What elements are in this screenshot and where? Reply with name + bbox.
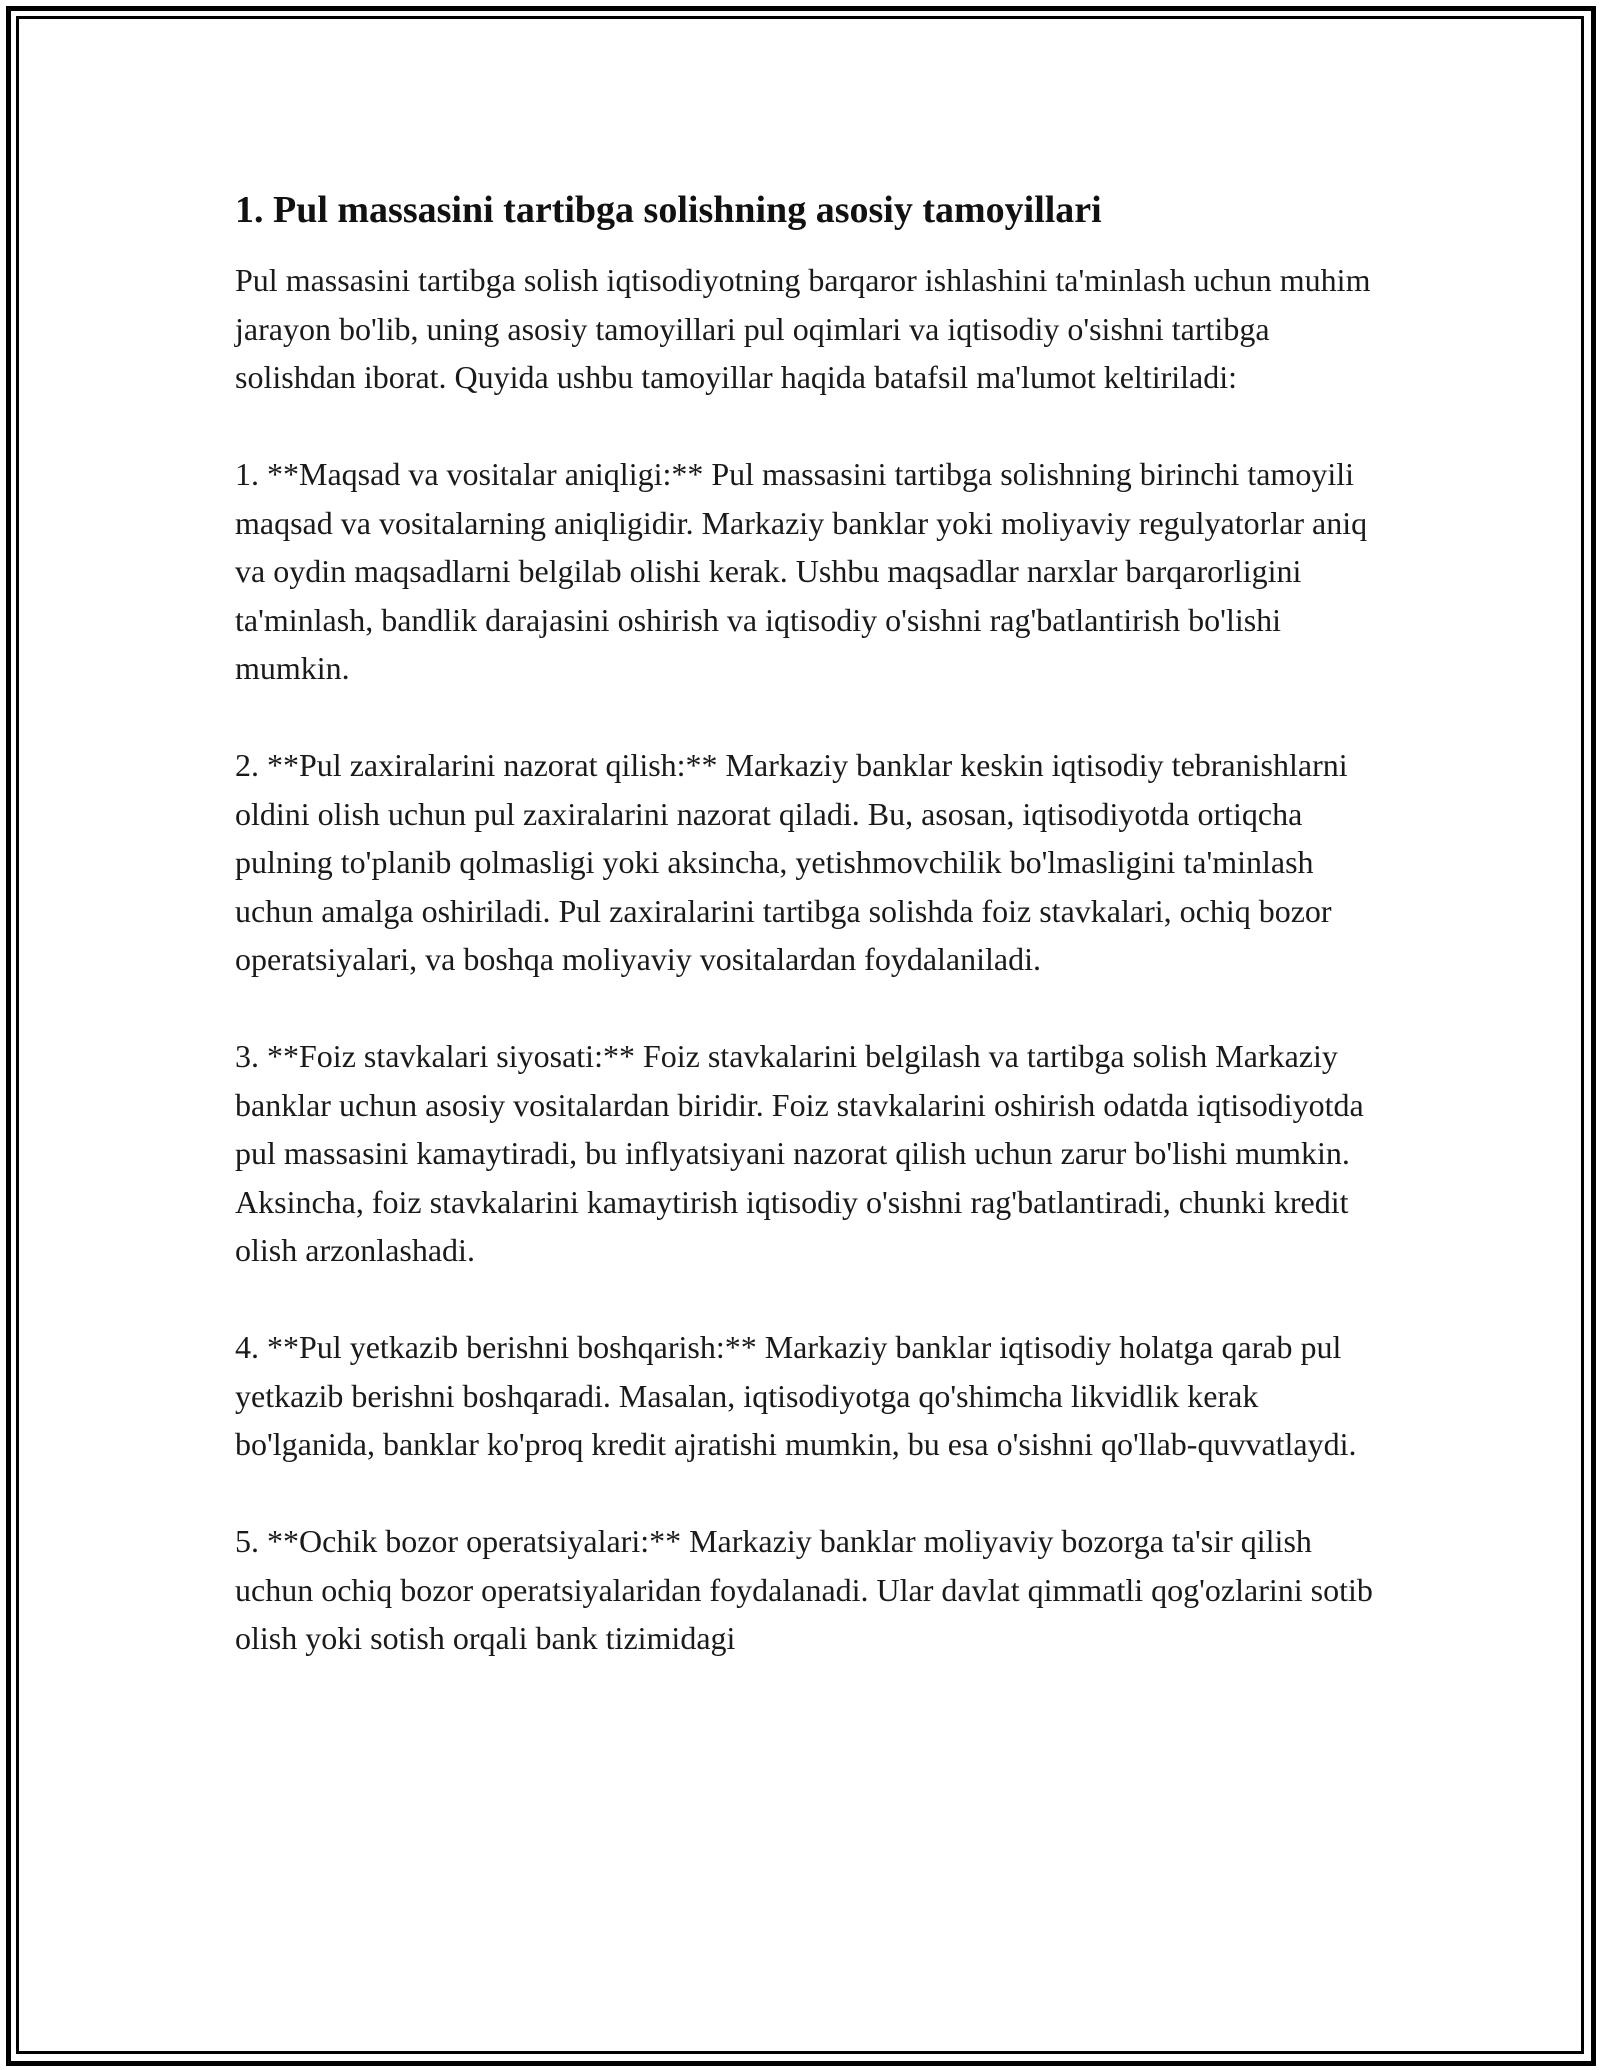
document-page bbox=[235, 186, 1375, 1711]
section-heading: 1. Pul massasini tartibga solishning asosiy tamoyillari bbox=[235, 189, 1102, 231]
principle-paragraph-5: 5. **Ochik bozor operatsiyalari:** Markaziy banklar moliyaviy bozorga ta'sir qilish uchun ochiq bozor operatsiyalaridan foydalanadi. Ular davlat qimmatli qog'ozlarini sotib olish yoki sotish orqali bank tizimidagi bbox=[235, 1523, 1373, 1656]
principle-paragraph-2: 2. **Pul zaxiralarini nazorat qilish:** Markaziy banklar keskin iqtisodiy tebranishlarni oldini olish uchun pul zaxiralarini nazorat qiladi. Bu, asosan, iqtisodiyotda ortiqcha pulning to'planib qolmasligi yoki aksincha, yetishmovchilik bo'lmasligini ta'minlash uchun amalga oshiriladi. Pul zaxiralarini tartibga solishda foiz stavkalari, ochiq bozor operatsiyalari, va boshqa moliyaviy vositalardan foydalaniladi. bbox=[235, 747, 1348, 977]
intro-paragraph: Pul massasini tartibga solish iqtisodiyotning barqaror ishlashini ta'minlash uchun muhim jarayon bo'lib, uning asosiy tamoyillari pul oqimlari va iqtisodiy o'sishni tartibga solishdan iborat. Quyida ushbu tamoyillar haqida batafsil ma'lumot keltiriladi: bbox=[235, 262, 1371, 395]
principle-paragraph-1: 1. **Maqsad va vositalar aniqligi:** Pul massasini tartibga solishning birinchi tamoyili maqsad va vositalarning aniqligidir. Markaziy banklar yoki moliyaviy regulyatorlar aniq va oydin maqsadlarni belgilab olishi kerak. Ushbu maqsadlar narxlar barqarorligini ta'minlash, bandlik darajasini oshirish va iqtisodiy o'sishni rag'batlantirish bo'lishi mumkin. bbox=[235, 456, 1368, 686]
principle-paragraph-4: 4. **Pul yetkazib berishni boshqarish:** Markaziy banklar iqtisodiy holatga qarab pul yetkazib berishni boshqaradi. Masalan, iqtisodiyotga qo'shimcha likvidlik kerak bo'lganida, banklar ko'proq kredit ajratishi mumkin, bu esa o'sishni qo'llab-quvvatlaydi. bbox=[235, 1329, 1357, 1462]
principle-paragraph-3: 3. **Foiz stavkalari siyosati:** Foiz stavkalarini belgilash va tartibga solish Markaziy banklar uchun asosiy vositalardan biridir. Foiz stavkalarini oshirish odatda iqtisodiyotda pul massasini kamaytiradi, bu inflyatsiyani nazorat qilish uchun zarur bo'lishi mumkin. Aksincha, foiz stavkalarini kamaytirish iqtisodiy o'sishni rag'batlantiradi, chunki kredit olish arzonlashadi. bbox=[235, 1038, 1364, 1268]
